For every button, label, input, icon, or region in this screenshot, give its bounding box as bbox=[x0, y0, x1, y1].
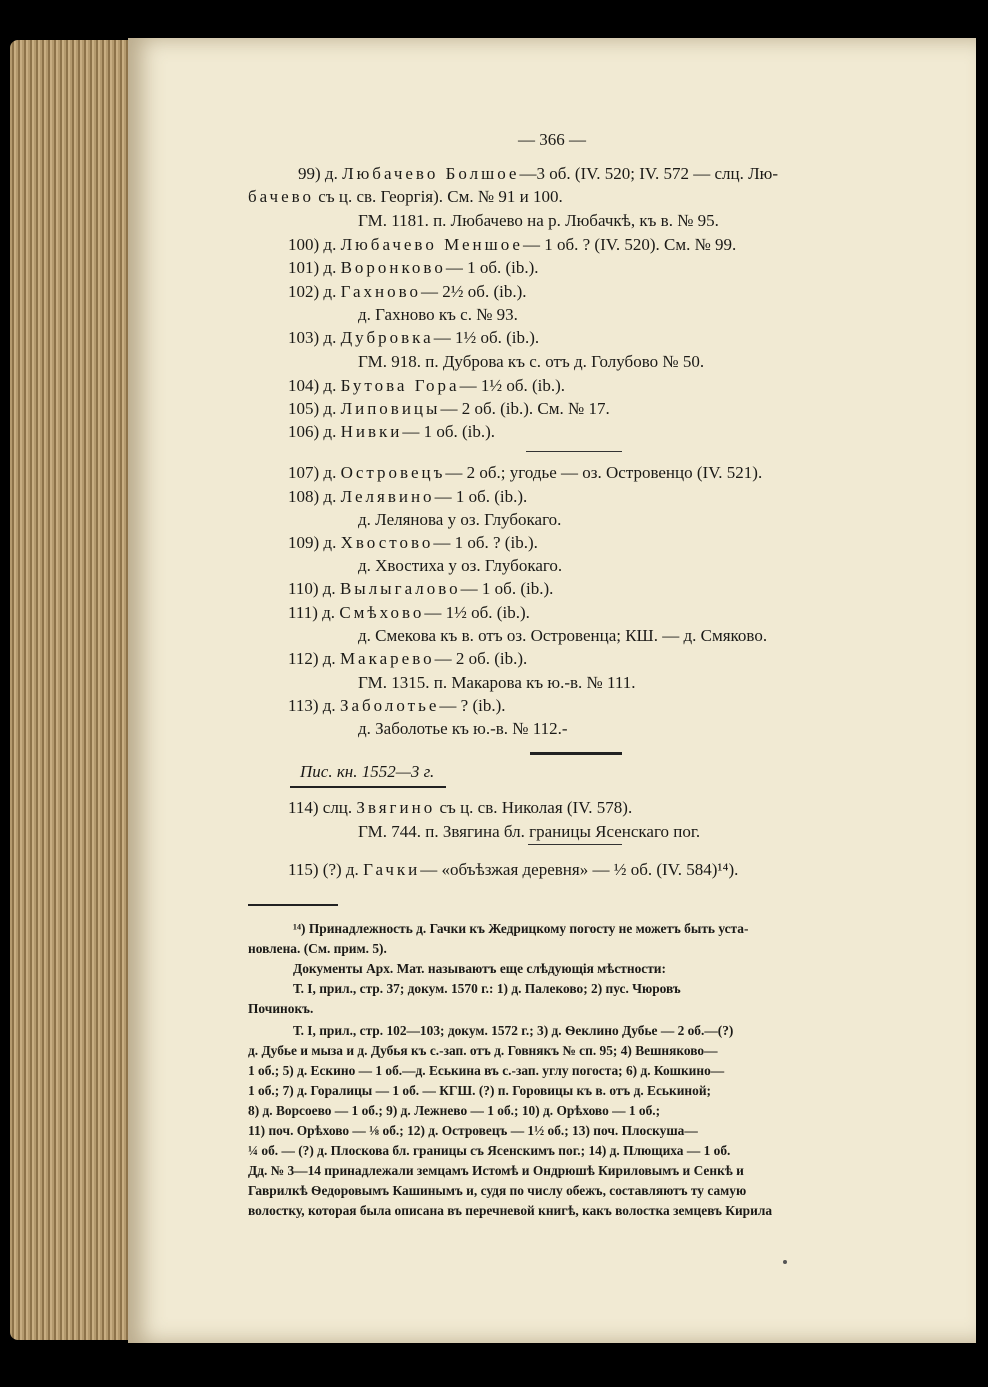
entry-105 bbox=[288, 399, 610, 419]
entry-109 bbox=[288, 533, 538, 553]
page-number: — 366 — bbox=[518, 130, 586, 149]
entry-number: 105) bbox=[288, 399, 320, 418]
entry-type: д. bbox=[323, 376, 337, 395]
entry-type: д. bbox=[323, 282, 337, 301]
entry-note: д. Смекова къ в. отъ оз. Островенца; КШ. — д. Смяково. bbox=[358, 626, 768, 645]
entry-text: съ ц. св. Николая (IV. 578). bbox=[435, 798, 633, 817]
entry-number: 107) bbox=[288, 463, 320, 482]
entry-text: — 1 об. (ib.). bbox=[460, 579, 554, 598]
entry-name: Макарево bbox=[339, 649, 435, 668]
entry-note: д. Гахново къ с. № 93. bbox=[358, 305, 518, 324]
entry-name: Лелявино bbox=[340, 487, 435, 506]
entry-name: Звягино bbox=[356, 798, 436, 817]
entry-type: слц. bbox=[322, 798, 353, 817]
entry-text: — 2 об. (ib.). См. № 17. bbox=[440, 399, 610, 418]
footnote-line: 8) д. Ворсоево — 1 об.; 9) д. Лежнево — 1 об.; 10) д. Орѣхово — 1 об.; bbox=[248, 1103, 661, 1118]
entry-name: Липовицы bbox=[340, 399, 441, 418]
entry-text: — 1½ об. (ib.). bbox=[424, 603, 530, 622]
entry-name: Бутова Гора bbox=[340, 376, 460, 395]
divider bbox=[528, 844, 622, 845]
entry-text: —3 об. (IV. 520; IV. 572 — слц. Лю- bbox=[519, 164, 778, 183]
entry-number: 103) bbox=[288, 328, 320, 347]
footnote-line: Т. I, прил., стр. 102—103; докум. 1572 г.; 3) д. Ѳеклино Дубье — 2 об.—(?) bbox=[293, 1023, 734, 1038]
entry-name: Любачево Болшое bbox=[342, 164, 520, 183]
entry-103 bbox=[288, 328, 539, 348]
footnote-line: волостку, которая была описана въ перечневой книгѣ, какъ волостка земцевъ Кирила bbox=[248, 1203, 773, 1218]
entry-type: д. bbox=[322, 649, 336, 668]
entry-text: — 1 об. ? (ib.). bbox=[433, 533, 538, 552]
entry-number: 106) bbox=[288, 422, 320, 441]
entry-110 bbox=[288, 579, 553, 599]
entry-number: 108) bbox=[288, 487, 320, 506]
entry-100 bbox=[288, 235, 736, 255]
entry-101 bbox=[288, 258, 539, 278]
entry-type: (?) д. bbox=[322, 860, 359, 879]
entry-text: съ ц. св. Георгія). См. № 91 и 100. bbox=[314, 187, 563, 206]
entry-102 bbox=[288, 282, 527, 302]
entry-type: д. bbox=[324, 164, 338, 183]
entry-type: д. bbox=[323, 328, 337, 347]
entry-type: д. bbox=[322, 696, 336, 715]
entry-note: ГМ. 1315. п. Макарова къ ю.-в. № 111. bbox=[358, 673, 636, 692]
footnote-separator bbox=[248, 904, 338, 906]
entry-name: Островецъ bbox=[340, 463, 446, 482]
entry-number: 111) bbox=[288, 603, 318, 622]
footnote-line: Починокъ. bbox=[248, 1001, 314, 1016]
entry-number: 114) bbox=[288, 798, 319, 817]
entry-text: — 2 об. (ib.). bbox=[434, 649, 528, 668]
entry-type: д. bbox=[323, 422, 337, 441]
footnote-line: ¹⁴) Принадлежность д. Гачки къ Жедрицкому погосту не можетъ быть уста- bbox=[293, 921, 749, 936]
entry-type: д. bbox=[322, 603, 336, 622]
entry-99 bbox=[298, 164, 778, 184]
entry-text: — 1½ об. (ib.). bbox=[433, 328, 540, 347]
section-title: Пис. кн. 1552—3 г. bbox=[300, 762, 435, 781]
entry-number: 100) bbox=[288, 235, 320, 254]
entry-type: д. bbox=[322, 579, 336, 598]
entry-name: Воронково bbox=[340, 258, 446, 277]
footnote-line: Т. I, прил., стр. 37; докум. 1570 г.: 1) д. Палеково; 2) пус. Чюровъ bbox=[293, 981, 681, 996]
entry-text: — 2 об.; угодье — оз. Островенцо (IV. 521). bbox=[445, 463, 763, 482]
entry-number: 102) bbox=[288, 282, 320, 301]
entry-name: Заболотье bbox=[339, 696, 440, 715]
entry-99-cont bbox=[248, 187, 563, 207]
entry-104 bbox=[288, 376, 565, 396]
entry-type: д. bbox=[323, 533, 337, 552]
entry-type: д. bbox=[323, 235, 337, 254]
entry-115 bbox=[288, 860, 738, 880]
footnote-line: Документы Арх. Мат. называютъ еще слѣдующія мѣстности: bbox=[293, 961, 666, 976]
entry-type: д. bbox=[323, 487, 337, 506]
entry-text: — 1 об. (ib.). bbox=[434, 487, 528, 506]
entry-name: бачево bbox=[248, 187, 315, 206]
entry-number: 104) bbox=[288, 376, 320, 395]
entry-name: Смѣхово bbox=[339, 603, 425, 622]
entry-note: д. Лелянова у оз. Глубокаго. bbox=[358, 510, 562, 529]
entry-note: ГМ. 1181. п. Любачево на р. Любачкѣ, къ в. № 95. bbox=[358, 211, 719, 230]
entry-number: 99) bbox=[298, 164, 321, 183]
footnote-line: новлена. (См. прим. 5). bbox=[248, 941, 387, 956]
entry-number: 109) bbox=[288, 533, 320, 552]
divider bbox=[526, 451, 622, 452]
entry-112 bbox=[288, 649, 527, 669]
entry-113 bbox=[288, 696, 506, 716]
entry-type: д. bbox=[323, 463, 337, 482]
entry-text: — 1½ об. (ib.). bbox=[459, 376, 566, 395]
entry-111 bbox=[288, 603, 530, 623]
entry-text: — 1 об. ? (IV. 520). См. № 99. bbox=[522, 235, 737, 254]
paper-speck bbox=[783, 1260, 787, 1264]
entry-number: 112) bbox=[288, 649, 319, 668]
footnote-line: 11) поч. Орѣхово — ⅛ об.; 12) д. Островецъ — 1½ об.; 13) поч. Плоскуша— bbox=[248, 1123, 698, 1138]
entry-text: — 1 об. (ib.). bbox=[445, 258, 539, 277]
entry-106 bbox=[288, 422, 495, 442]
entry-name: Дубровка bbox=[340, 328, 434, 347]
entry-107 bbox=[288, 463, 762, 483]
entry-note: ГМ. 744. п. Звягина бл. границы Ясенскаго пог. bbox=[358, 822, 701, 841]
footnote-line: 1 об.; 5) д. Ескино — 1 об.—д. Еськина въ с.-зап. углу погоста; 6) д. Кошкино— bbox=[248, 1063, 725, 1078]
book-page bbox=[128, 38, 976, 1343]
footnote-line: Дд. № 3—14 принадлежали земцамъ Истомѣ и Ондрюшѣ Кириловымъ и Сенкѣ и bbox=[248, 1163, 744, 1178]
entry-name: Нивки bbox=[340, 422, 403, 441]
entry-note: д. Хвостиха у оз. Глубокаго. bbox=[358, 556, 563, 575]
entry-name: Любачево Меншое bbox=[340, 235, 523, 254]
entry-name: Гахново bbox=[340, 282, 422, 301]
entry-note: д. Заболотье къ ю.-в. № 112.- bbox=[358, 719, 568, 738]
entry-name: Хвостово bbox=[340, 533, 434, 552]
entry-text: — «объѣзжая деревня» — ½ об. (IV. 584)¹⁴). bbox=[420, 860, 739, 879]
section-underline bbox=[290, 786, 446, 788]
entry-text: — 2½ об. (ib.). bbox=[421, 282, 527, 301]
entry-type: д. bbox=[323, 399, 337, 418]
entry-number: 110) bbox=[288, 579, 319, 598]
entry-note: ГМ. 918. п. Дуброва къ с. отъ д. Голубово № 50. bbox=[358, 352, 705, 371]
entry-type: д. bbox=[323, 258, 337, 277]
entry-number: 101) bbox=[288, 258, 320, 277]
footnote-line: 1 об.; 7) д. Горалицы — 1 об. — КГШ. (?) п. Горовицы къ в. отъ д. Еськиной; bbox=[248, 1083, 712, 1098]
entry-name: Вылыгалово bbox=[339, 579, 461, 598]
entry-name: Гачки bbox=[363, 860, 421, 879]
divider bbox=[530, 752, 622, 755]
entry-text: — ? (ib.). bbox=[439, 696, 506, 715]
entry-114 bbox=[288, 798, 632, 818]
entry-text: — 1 об. (ib.). bbox=[402, 422, 496, 441]
footnote-line: Гаврилкѣ Ѳедоровымъ Кашинымъ и, судя по числу обежъ, составляютъ ту самую bbox=[248, 1183, 747, 1198]
entry-108 bbox=[288, 487, 527, 507]
footnote-line: ¼ об. — (?) д. Плоскова бл. границы съ Ясенскимъ пог.; 14) д. Плющиха — 1 об. bbox=[248, 1143, 731, 1158]
entry-number: 115) bbox=[288, 860, 319, 879]
entry-number: 113) bbox=[288, 696, 319, 715]
footnote-line: д. Дубье и мыза и д. Дубья къ с.-зап. отъ д. Говнякъ № сп. 95; 4) Вешняково— bbox=[248, 1043, 718, 1058]
